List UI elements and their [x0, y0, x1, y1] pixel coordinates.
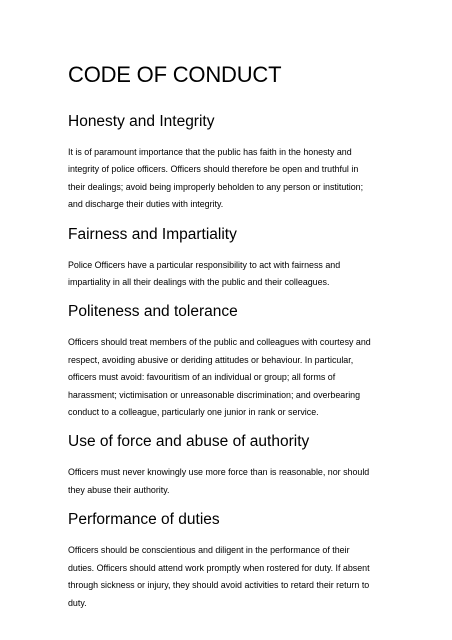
section-performance-of-duties — [68, 510, 394, 612]
section-paragraph — [68, 464, 394, 499]
paragraph-line: harassment; victimisation or unreasonable discrimination; and overbearing — [68, 389, 361, 400]
paragraph-line: integrity of police officers. Officers should therefore be open and truthful in — [68, 164, 359, 175]
paragraph-line: Officers should treat members of the public and colleagues with courtesy and — [68, 337, 371, 348]
paragraph-line: Officers must never knowingly use more force than is reasonable, nor should — [68, 467, 370, 478]
section-heading: Fairness and Impartiality — [68, 225, 237, 243]
section-politeness-tolerance — [68, 302, 394, 421]
paragraph-line: they abuse their authority. — [68, 484, 170, 495]
document-title: CODE OF CONDUCT — [68, 62, 282, 87]
paragraph-line: through sickness or injury, they should avoid activities to retard their return to — [68, 580, 370, 591]
section-paragraph — [68, 257, 394, 292]
paragraph-line: their dealings; avoid being improperly beholden to any person or institution; — [68, 181, 364, 192]
paragraph-line: officers must avoid: favouritism of an individual or group; all forms of — [68, 372, 336, 383]
paragraph-line: and discharge their duties with integrity. — [68, 199, 224, 210]
section-heading: Honesty and Integrity — [68, 113, 215, 130]
section-paragraph — [68, 334, 394, 421]
section-paragraph — [68, 542, 394, 612]
paragraph-line: impartiality in all their dealings with the public and their colleagues. — [68, 277, 330, 288]
section-honesty-integrity — [68, 112, 394, 214]
section-paragraph — [68, 144, 394, 214]
paragraph-line: duties. Officers should attend work promptly when rostered for duty. If absent — [68, 562, 370, 573]
paragraph-line: conduct to a colleague, particularly one junior in rank or service. — [68, 407, 319, 418]
section-fairness-impartiality — [68, 225, 394, 292]
paragraph-line: It is of paramount importance that the public has faith in the honesty and — [68, 147, 352, 157]
paragraph-line: Officers should be conscientious and diligent in the performance of their — [68, 545, 350, 556]
paragraph-line: respect, avoiding abusive or deriding attitudes or behaviour. In particular, — [68, 354, 354, 365]
section-heading: Use of force and abuse of authority — [68, 433, 310, 451]
paragraph-line: Police Officers have a particular responsibility to act with fairness and — [68, 259, 341, 270]
section-heading: Politeness and tolerance — [68, 303, 238, 321]
section-heading: Performance of duties — [68, 511, 220, 529]
section-use-of-force — [68, 432, 394, 499]
paragraph-line: duty. — [68, 597, 87, 608]
